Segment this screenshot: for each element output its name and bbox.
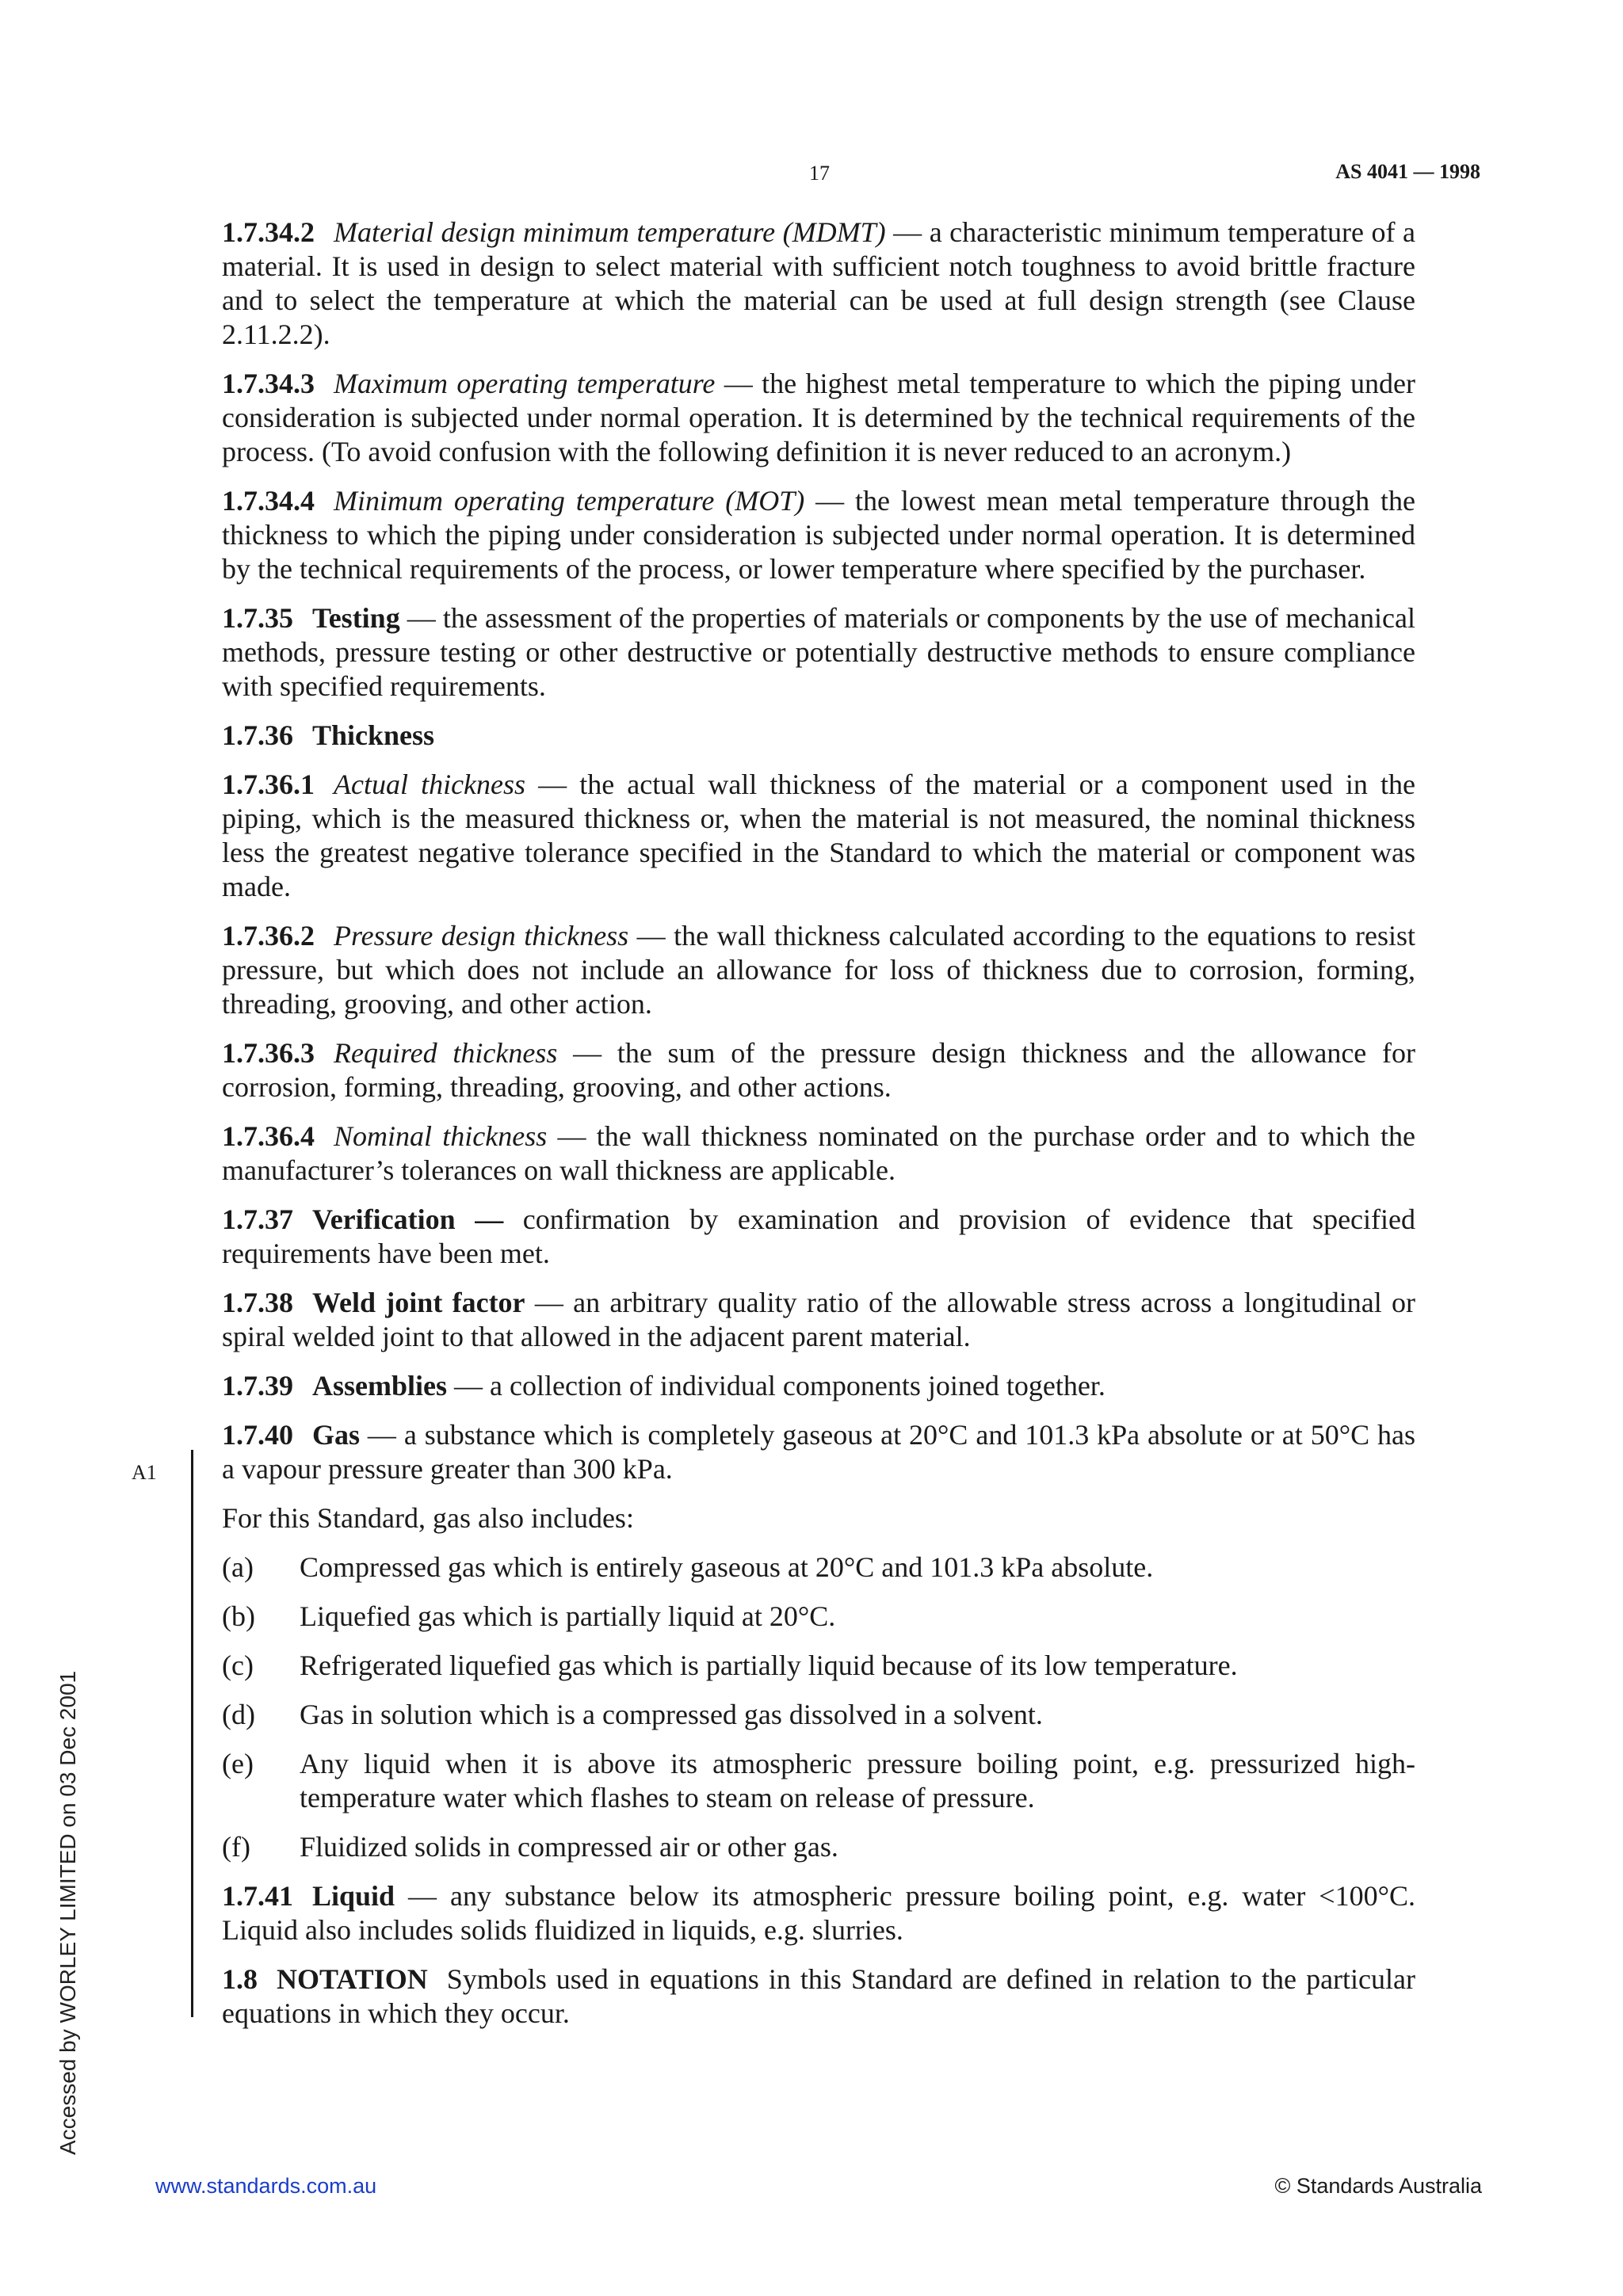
list-item-label: (f) (222, 1831, 250, 1863)
gas-intro: For this Standard, gas also includes: (222, 1502, 634, 1534)
clause-text: the wall thickness calculated according to the equations to resist pressure, but which does not include an allowance for loss of thickness due to corrosion, forming, threading, grooving, and other action. (222, 920, 1416, 1020)
list-item (222, 1600, 1415, 1634)
clause-separator: — (399, 602, 443, 634)
clause-number: 1.7.36 (222, 719, 293, 751)
clause-term: Testing (312, 602, 400, 634)
clause-term: Assemblies (312, 1370, 447, 1402)
clause-text: the assessment of the properties of materials or components by the use of mechanical methods, pressure testing or other destructive or potentially destructive methods to ensure compliance with specified requirements. (222, 602, 1416, 702)
clause-title: Thickness (312, 719, 435, 751)
clause-number: 1.7.34.2 (222, 216, 315, 248)
clause-text: Symbols used in equations in this Standard are defined in relation to the particular equations in which they occur. (222, 1963, 1415, 2029)
gas-list (222, 1550, 1415, 1864)
clause-1-7-36-1 (222, 768, 1415, 904)
list-item-text: Fluidized solids in compressed air or other gas. (300, 1831, 838, 1863)
list-item-label: (c) (222, 1650, 254, 1681)
list-item-text: Gas in solution which is a compressed gas dissolved in a solvent. (300, 1699, 1043, 1730)
clause-text: a characteristic minimum temperature of a material. It is used in design to select material with sufficient notch toughness to avoid brittle fracture and to select the temperature at which the material can be used at full design strength (see Clause 2.11.2.2). (222, 216, 1415, 350)
clause-1-7-40 (222, 1418, 1415, 1486)
clause-number: 1.7.41 (222, 1880, 293, 1912)
clause-1-7-35 (222, 601, 1415, 704)
clause-separator: — (628, 920, 674, 952)
clause-term: Actual thickness (334, 769, 526, 800)
clause-term: Required thickness (334, 1037, 558, 1069)
clause-term: Weld joint factor (312, 1287, 525, 1318)
clause-text: an arbitrary quality ratio of the allowable stress across a longitudinal or spiral welded joint to that allowed in the adjacent parent material. (222, 1287, 1416, 1352)
clause-separator: — (447, 1370, 490, 1402)
list-item-label: (e) (222, 1748, 254, 1779)
clause-1-7-39 (222, 1369, 1415, 1403)
clause-term: Nominal thickness (334, 1120, 548, 1152)
clause-text: a collection of individual components joined together. (490, 1370, 1106, 1402)
clause-number: 1.7.36.1 (222, 769, 315, 800)
clause-separator: — (804, 485, 855, 517)
clause-number: 1.7.34.4 (222, 485, 315, 517)
clause-text: any substance below its atmospheric pressure boiling point, e.g. water <100°C. Liquid also includes solids fluidized in liquids, e.g. slurries. (222, 1880, 1415, 1946)
page-number: 17 (809, 162, 830, 185)
clause-1-7-36-4 (222, 1119, 1415, 1188)
clause-number: 1.7.36.2 (222, 920, 315, 952)
clause-separator: — (525, 1287, 574, 1318)
clause-number: 1.7.38 (222, 1287, 293, 1318)
clause-term: Material design minimum temperature (MDMT) (334, 216, 886, 248)
list-item-text: Liquefied gas which is partially liquid at 20°C. (300, 1600, 836, 1632)
clause-term: Maximum operating temperature (334, 368, 716, 399)
list-item (222, 1747, 1415, 1815)
clause-number: 1.7.36.4 (222, 1120, 315, 1152)
clause-number: 1.7.37 (222, 1203, 293, 1235)
clause-1-7-36-3 (222, 1036, 1415, 1104)
clause-text: the sum of the pressure design thickness and the allowance for corrosion, forming, threading, grooving, and other actions. (222, 1037, 1415, 1103)
clause-number: 1.7.36.3 (222, 1037, 315, 1069)
clause-separator: — (395, 1880, 450, 1912)
clause-text: confirmation by examination and provision of evidence that specified requirements have been met. (222, 1203, 1415, 1269)
clause-separator: — (715, 368, 762, 399)
list-item-label: (a) (222, 1551, 254, 1583)
access-watermark: Accessed by WORLEY LIMITED on 03 Dec 2001 (55, 1670, 80, 2155)
footer-website-link[interactable]: www.standards.com.au (155, 2174, 377, 2198)
list-item-text: Compressed gas which is entirely gaseous at 20°C and 101.3 kPa absolute. (300, 1551, 1154, 1583)
clause-text: the highest metal temperature to which the piping under consideration is subjected under normal operation. It is determined by the technical requirements of the process. (To avoid confusion with the following definition it is never reduced to an acronym.) (222, 368, 1416, 467)
clause-1-7-34-3 (222, 367, 1415, 469)
document-id: AS 4041 — 1998 (1335, 160, 1480, 183)
clause-1-7-38 (222, 1286, 1415, 1354)
list-item (222, 1550, 1415, 1585)
clause-1-8-notation (222, 1962, 1415, 2031)
clause-term: Gas (312, 1419, 361, 1451)
list-item-text: Any liquid when it is above its atmospheric pressure boiling point, e.g. pressurized high-temperature water which flashes to steam on release of pressure. (300, 1748, 1415, 1814)
clause-term: Liquid (312, 1880, 395, 1912)
clause-separator: — (557, 1037, 617, 1069)
clause-separator: — (547, 1120, 597, 1152)
clause-term: NOTATION (277, 1963, 428, 1995)
clause-1-7-34-4 (222, 484, 1415, 586)
list-item (222, 1830, 1415, 1864)
clause-term: Minimum operating temperature (MOT) (334, 485, 805, 517)
clause-text: the actual wall thickness of the material or a component used in the piping, which is the measured thickness or, when the material is not measured, the nominal thickness less the greatest negative tolerance specified in the Standard to which the material or component was made. (222, 769, 1415, 902)
amendment-mark: A1 (132, 1461, 157, 1484)
clause-number: 1.7.39 (222, 1370, 293, 1402)
footer-copyright: © Standards Australia (1274, 2174, 1482, 2198)
clause-1-7-41 (222, 1879, 1415, 1947)
clause-separator: — (455, 1203, 523, 1235)
amendment-bar (191, 1450, 193, 2017)
list-item (222, 1649, 1415, 1683)
clause-separator: — (525, 769, 580, 800)
clause-1-7-36-heading (222, 719, 1415, 753)
clause-term: Verification (312, 1203, 456, 1235)
clause-term: Pressure design thickness (334, 920, 629, 952)
clause-number: 1.7.34.3 (222, 368, 315, 399)
list-item-label: (d) (222, 1699, 255, 1730)
clause-number: 1.8 (222, 1963, 258, 1995)
clause-separator: — (360, 1419, 404, 1451)
clause-text: the lowest mean metal temperature through the thickness to which the piping under consideration is subjected under normal operation. It is determined by the technical requirements of the process, or lower temperature where specified by the purchaser. (222, 485, 1416, 585)
document-body (222, 215, 1415, 2046)
clause-text: the wall thickness nominated on the purchase order and to which the manufacturer’s tolerances on wall thickness are applicable. (222, 1120, 1416, 1186)
clause-1-7-34-2 (222, 215, 1415, 352)
clause-1-7-36-2 (222, 919, 1415, 1021)
clause-number: 1.7.35 (222, 602, 293, 634)
clause-1-7-37 (222, 1203, 1415, 1271)
clause-separator: — (885, 216, 930, 248)
clause-number: 1.7.40 (222, 1419, 293, 1451)
list-item (222, 1698, 1415, 1732)
clause-text: a substance which is completely gaseous at 20°C and 101.3 kPa absolute or at 50°C has a vapour pressure greater than 300 kPa. (222, 1419, 1416, 1485)
list-item-label: (b) (222, 1600, 255, 1632)
list-item-text: Refrigerated liquefied gas which is partially liquid because of its low temperature. (300, 1650, 1238, 1681)
